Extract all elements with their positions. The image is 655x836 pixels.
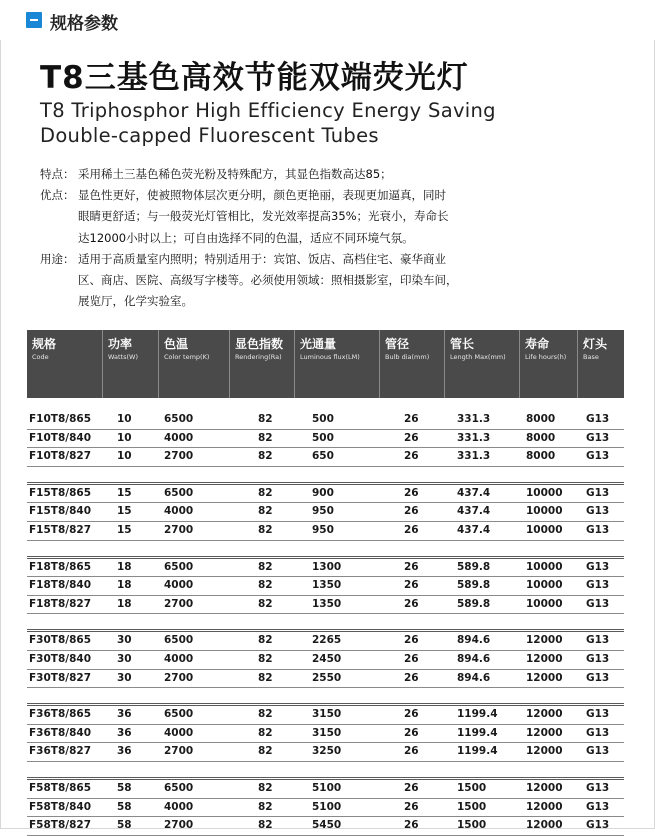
table-row: [27, 743, 624, 762]
table-cell: 10000: [526, 579, 563, 592]
table-cell: 6500: [164, 413, 194, 425]
table-cell: G13: [586, 819, 610, 832]
table-cell: 10000: [526, 486, 563, 499]
table-cell: G13: [586, 634, 610, 647]
table-cell: 331.3: [457, 413, 491, 425]
table-row: [27, 448, 624, 467]
table-cell: G13: [586, 523, 610, 536]
table-cell: 8000: [526, 431, 556, 444]
table-cell: 12000: [526, 726, 563, 739]
table-row: [27, 632, 624, 651]
section-title: 规格参数: [50, 14, 118, 34]
spec-table-body: [27, 411, 624, 836]
table-cell: 82: [258, 560, 273, 573]
table-row: [27, 522, 624, 541]
table-cell: 30: [117, 652, 132, 665]
table-group: [27, 777, 624, 836]
table-cell: F18T8/840: [29, 579, 92, 592]
table-cell: 1199.4: [457, 726, 498, 739]
table-cell: 4000: [164, 652, 194, 665]
product-title-en-line1: T8 Triphosphor High Efficiency Energy Saving: [40, 99, 496, 122]
table-cell: 650: [312, 450, 334, 463]
table-cell: 82: [258, 634, 273, 647]
table-row: [27, 485, 624, 504]
table-cell: 2265: [312, 634, 342, 647]
table-cell: 36: [117, 708, 132, 721]
description-features: [40, 164, 510, 185]
table-cell: 6500: [164, 486, 194, 499]
column-header: [520, 330, 578, 398]
table-group: [27, 629, 624, 688]
table-cell: 894.6: [457, 634, 491, 647]
table-cell: F15T8/840: [29, 505, 92, 518]
table-cell: 10000: [526, 523, 563, 536]
column-header-cn: 管径: [385, 337, 410, 351]
table-cell: 1199.4: [457, 745, 498, 758]
table-cell: 58: [117, 819, 132, 832]
description-text: 适用于高质量室内照明；特别适用于：宾馆、饭店、高档住宅、豪华商业 区、商店、医院、高级写字楼等。必须使用领域：照相摄影室，印染车间， 展览厅，化学实验室。: [78, 251, 458, 309]
table-cell: 437.4: [457, 486, 491, 499]
table-cell: 58: [117, 800, 132, 813]
table-cell: G13: [586, 800, 610, 813]
table-cell: 8000: [526, 450, 556, 463]
table-cell: G13: [586, 431, 610, 444]
table-cell: 26: [404, 579, 419, 592]
column-header-en: Luminous flux(LM): [300, 353, 360, 361]
column-header-en: Rendering(Ra): [235, 353, 282, 361]
table-cell: G13: [586, 652, 610, 665]
column-header: [103, 330, 159, 398]
table-row: [27, 725, 624, 744]
table-cell: 26: [404, 486, 419, 499]
table-cell: 12000: [526, 671, 563, 684]
column-header-en: Base: [583, 353, 599, 361]
table-cell: 12000: [526, 708, 563, 721]
table-cell: 82: [258, 523, 273, 536]
table-cell: 82: [258, 819, 273, 832]
table-cell: G13: [586, 560, 610, 573]
table-cell: 18: [117, 597, 132, 610]
table-cell: 2700: [164, 450, 194, 463]
table-cell: G13: [586, 486, 610, 499]
table-row: [27, 596, 624, 615]
table-cell: G13: [586, 450, 610, 463]
column-header: [380, 330, 445, 398]
table-cell: 26: [404, 597, 419, 610]
table-cell: 10: [117, 450, 132, 463]
table-cell: 26: [404, 726, 419, 739]
column-header: [230, 330, 295, 398]
table-cell: 12000: [526, 781, 563, 794]
table-cell: F10T8/840: [29, 431, 92, 444]
section-header: [0, 0, 655, 40]
column-header-cn: 色温: [164, 337, 189, 351]
table-cell: 894.6: [457, 652, 491, 665]
table-cell: 10: [117, 413, 132, 425]
table-cell: F58T8/865: [29, 781, 92, 794]
table-row: [27, 577, 624, 596]
table-group: [27, 411, 624, 467]
table-row: [27, 503, 624, 522]
table-cell: 2700: [164, 745, 194, 758]
table-cell: 26: [404, 413, 419, 425]
table-cell: 26: [404, 745, 419, 758]
column-header-cn: 管长: [450, 337, 475, 351]
table-cell: 18: [117, 579, 132, 592]
table-cell: 26: [404, 450, 419, 463]
table-cell: 1500: [457, 800, 487, 813]
column-header-en: Life hours(h): [525, 353, 567, 361]
table-cell: G13: [586, 726, 610, 739]
table-cell: 950: [312, 523, 334, 536]
column-header-en: Length Max(mm): [450, 353, 506, 361]
table-cell: 589.8: [457, 560, 491, 573]
column-header-en: Color temp(K): [164, 353, 210, 361]
table-cell: 26: [404, 523, 419, 536]
description-usage: [40, 249, 510, 313]
spec-table: [27, 330, 624, 836]
table-cell: 26: [404, 634, 419, 647]
table-cell: 12000: [526, 800, 563, 813]
table-cell: G13: [586, 579, 610, 592]
description-label: 优点：: [40, 188, 75, 203]
column-header-en: Watts(W): [108, 353, 138, 361]
table-cell: 8000: [526, 413, 556, 425]
description-label: 用途：: [40, 251, 75, 266]
table-group: [27, 482, 624, 541]
table-cell: 2700: [164, 597, 194, 610]
table-cell: 894.6: [457, 671, 491, 684]
table-cell: 1199.4: [457, 708, 498, 721]
table-cell: 82: [258, 708, 273, 721]
table-cell: 82: [258, 505, 273, 518]
table-cell: 82: [258, 726, 273, 739]
table-cell: F15T8/827: [29, 523, 92, 536]
table-cell: 26: [404, 505, 419, 518]
product-title-cn: T8三基色高效节能双端荧光灯: [40, 60, 469, 96]
table-row: [27, 799, 624, 818]
table-cell: 2450: [312, 652, 342, 665]
table-cell: 15: [117, 523, 132, 536]
table-cell: 82: [258, 781, 273, 794]
table-cell: 82: [258, 579, 273, 592]
table-cell: G13: [586, 745, 610, 758]
table-cell: 950: [312, 505, 334, 518]
table-group: [27, 703, 624, 762]
table-cell: 12000: [526, 652, 563, 665]
table-cell: 3150: [312, 708, 342, 721]
table-cell: 12000: [526, 819, 563, 832]
table-cell: 6500: [164, 708, 194, 721]
table-cell: 82: [258, 745, 273, 758]
table-cell: 3250: [312, 745, 342, 758]
table-cell: 500: [312, 413, 334, 425]
table-cell: 5100: [312, 781, 342, 794]
table-cell: 15: [117, 505, 132, 518]
product-description: [40, 164, 510, 312]
table-cell: 4000: [164, 505, 194, 518]
table-cell: 437.4: [457, 505, 491, 518]
table-row: [27, 706, 624, 725]
table-cell: 82: [258, 450, 273, 463]
table-cell: 1300: [312, 560, 342, 573]
table-cell: 10000: [526, 560, 563, 573]
table-cell: 10: [117, 431, 132, 444]
product-title-en-line2: Double-capped Fluorescent Tubes: [40, 124, 379, 147]
column-header: [27, 330, 103, 398]
table-cell: 30: [117, 671, 132, 684]
table-cell: 900: [312, 486, 334, 499]
table-cell: 12000: [526, 634, 563, 647]
table-cell: 30: [117, 634, 132, 647]
table-cell: 12000: [526, 745, 563, 758]
column-header-cn: 显色指数: [235, 337, 284, 351]
column-header-cn: 光通量: [300, 337, 337, 351]
table-cell: G13: [586, 671, 610, 684]
table-cell: F30T8/840: [29, 652, 92, 665]
table-cell: 2700: [164, 819, 194, 832]
table-cell: 26: [404, 652, 419, 665]
table-cell: 26: [404, 819, 419, 832]
table-row: [27, 670, 624, 689]
spec-table-header: [27, 330, 624, 398]
description-label: 特点：: [40, 167, 75, 181]
table-cell: 36: [117, 745, 132, 758]
table-cell: 26: [404, 431, 419, 444]
column-header: [159, 330, 230, 398]
description-text: 采用稀土三基色稀色荧光粉及特殊配方，其显色指数高达85；: [78, 167, 392, 181]
table-cell: G13: [586, 505, 610, 518]
table-cell: 3150: [312, 726, 342, 739]
table-cell: F58T8/840: [29, 800, 92, 813]
table-cell: 1350: [312, 597, 342, 610]
table-cell: F58T8/827: [29, 819, 92, 832]
table-cell: 82: [258, 800, 273, 813]
column-header: [578, 330, 624, 398]
table-cell: 2700: [164, 671, 194, 684]
table-cell: 4000: [164, 579, 194, 592]
table-cell: 82: [258, 671, 273, 684]
table-row: [27, 817, 624, 836]
table-cell: 26: [404, 781, 419, 794]
table-cell: 26: [404, 560, 419, 573]
table-cell: 82: [258, 597, 273, 610]
table-cell: 589.8: [457, 579, 491, 592]
table-cell: 82: [258, 413, 273, 425]
table-cell: 1500: [457, 819, 487, 832]
table-cell: G13: [586, 708, 610, 721]
table-cell: 15: [117, 486, 132, 499]
column-header-cn: 规格: [32, 337, 57, 351]
table-cell: 6500: [164, 781, 194, 794]
table-cell: F10T8/865: [29, 413, 92, 425]
table-cell: 6500: [164, 560, 194, 573]
table-cell: 26: [404, 800, 419, 813]
table-cell: 82: [258, 486, 273, 499]
table-cell: F10T8/827: [29, 450, 92, 463]
table-cell: 82: [258, 652, 273, 665]
column-header-en: Bulb dia(mm): [385, 353, 430, 361]
table-cell: 437.4: [457, 523, 491, 536]
table-cell: F30T8/827: [29, 671, 92, 684]
table-cell: 10000: [526, 505, 563, 518]
table-row: [27, 411, 624, 430]
table-cell: F15T8/865: [29, 486, 92, 499]
table-cell: G13: [586, 597, 610, 610]
column-header: [445, 330, 520, 398]
table-cell: G13: [586, 413, 610, 425]
table-cell: 5100: [312, 800, 342, 813]
column-header-en: Code: [32, 353, 49, 361]
table-cell: 26: [404, 671, 419, 684]
table-cell: 58: [117, 781, 132, 794]
table-cell: 10000: [526, 597, 563, 610]
column-header: [295, 330, 380, 398]
table-cell: F36T8/840: [29, 726, 92, 739]
table-cell: F18T8/827: [29, 597, 92, 610]
table-cell: G13: [586, 781, 610, 794]
column-header-cn: 寿命: [525, 337, 550, 351]
table-cell: 5450: [312, 819, 342, 832]
table-row: [27, 651, 624, 670]
description-advantages: [40, 185, 510, 249]
table-row: [27, 430, 624, 449]
table-cell: 2700: [164, 523, 194, 536]
column-header-cn: 功率: [108, 337, 133, 351]
table-cell: 500: [312, 431, 334, 444]
table-cell: 1500: [457, 781, 487, 794]
minus-square-icon: [26, 12, 42, 28]
table-cell: 331.3: [457, 431, 491, 444]
column-header-cn: 灯头: [583, 337, 608, 351]
table-row: [27, 559, 624, 578]
table-cell: 82: [258, 431, 273, 444]
description-text: 显色性更好，使被照物体层次更分明，颜色更艳丽，表现更加逼真，同时 眼睛更舒适；与一般荧光灯管相比，发光效率提高35%；光衰小，寿命长 达12000小时以上；可自由选择不同的色温，适应不同环境气氛。: [78, 188, 449, 245]
table-cell: F30T8/865: [29, 634, 92, 647]
table-cell: 4000: [164, 726, 194, 739]
table-cell: 6500: [164, 634, 194, 647]
table-cell: 4000: [164, 800, 194, 813]
table-cell: 36: [117, 726, 132, 739]
table-cell: 1350: [312, 579, 342, 592]
table-cell: 2550: [312, 671, 342, 684]
table-cell: 331.3: [457, 450, 491, 463]
table-cell: 26: [404, 708, 419, 721]
table-row: [27, 780, 624, 799]
table-cell: 4000: [164, 431, 194, 444]
table-cell: 589.8: [457, 597, 491, 610]
table-cell: 18: [117, 560, 132, 573]
table-cell: F36T8/827: [29, 745, 92, 758]
table-cell: F36T8/865: [29, 708, 92, 721]
table-cell: F18T8/865: [29, 560, 92, 573]
table-group: [27, 556, 624, 615]
